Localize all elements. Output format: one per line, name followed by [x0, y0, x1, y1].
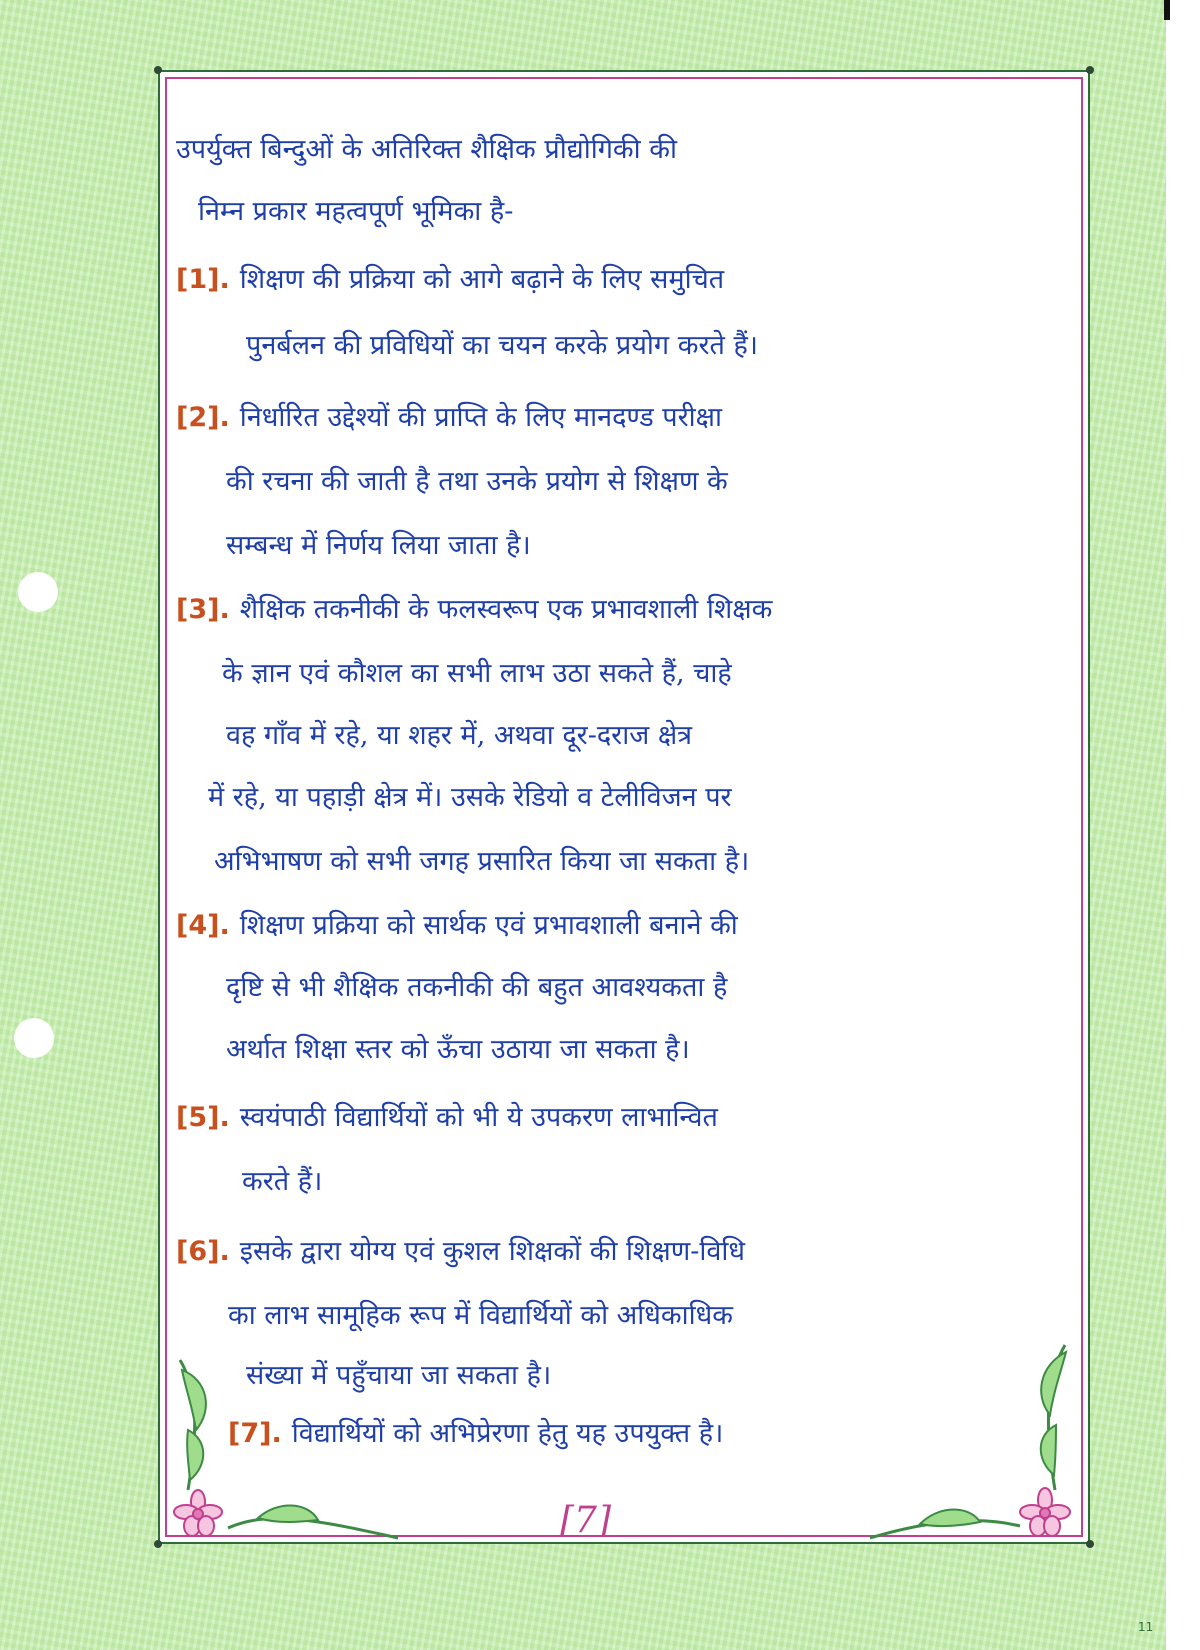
bottom-left-flower-decoration [168, 1480, 418, 1550]
item-text-continued: वह गाँव में रहे, या शहर में, अथवा दूर-दराज क्षेत्र [226, 720, 693, 751]
intro-line-1: उपर्युक्त बिन्दुओं के अतिरिक्त शैक्षिक प्रौद्योगिकी की [176, 134, 677, 165]
item-number: [6]. [176, 1236, 230, 1267]
list-item-7 [228, 1414, 723, 1458]
frame-corner-dot [154, 1540, 162, 1548]
corner-mark [1164, 0, 1170, 20]
punch-hole [14, 1018, 54, 1058]
item-text: इसके द्वारा योग्य एवं कुशल शिक्षकों की शिक्षण-विधि [239, 1236, 745, 1267]
list-item-2 [176, 398, 722, 442]
frame-corner-dot [1086, 1540, 1094, 1548]
item-number: [1]. [176, 264, 230, 295]
list-item-5 [176, 1098, 718, 1142]
item-text-continued: संख्या में पहुँचाया जा सकता है। [246, 1360, 552, 1391]
folio-number: 11 [1138, 1620, 1154, 1634]
frame-corner-dot [154, 66, 162, 74]
item-text-continued: दृष्टि से भी शैक्षिक तकनीकी की बहुत आवश्यकता है [226, 972, 728, 1003]
item-text-continued: के ज्ञान एवं कौशल का सभी लाभ उठा सकते हैं, चाहे [222, 658, 732, 689]
frame-corner-dot [1086, 66, 1094, 74]
right-vine-decoration [1000, 1340, 1080, 1500]
item-text-continued: सम्बन्ध में निर्णय लिया जाता है। [226, 530, 531, 561]
item-number: [5]. [176, 1102, 230, 1133]
item-text: विद्यार्थियों को अभिप्रेरणा हेतु यह उपयुक्त है। [291, 1418, 724, 1449]
item-text: शैक्षिक तकनीकी के फलस्वरूप एक प्रभावशाली शिक्षक [239, 594, 773, 625]
list-item-3 [176, 590, 772, 634]
item-text-continued: में रहे, या पहाड़ी क्षेत्र में। उसके रेडियो व टेलीविजन पर [208, 782, 732, 813]
item-text: शिक्षण की प्रक्रिया को आगे बढ़ाने के लिए समुचित [239, 264, 725, 295]
list-item-1 [176, 260, 724, 304]
intro-line-2: निम्न प्रकार महत्वपूर्ण भूमिका है- [198, 196, 514, 227]
item-text-continued: पुनर्बलन की प्रविधियों का चयन करके प्रयोग करते हैं। [246, 330, 759, 361]
item-text-continued: करते हैं। [242, 1166, 323, 1197]
item-text: शिक्षण प्रक्रिया को सार्थक एवं प्रभावशाली बनाने की [239, 910, 738, 941]
item-text-continued: अर्थात शिक्षा स्तर को ऊँचा उठाया जा सकता है। [226, 1034, 690, 1065]
punch-hole [18, 572, 58, 612]
bottom-right-flower-decoration [860, 1480, 1080, 1550]
item-text-continued: अभिभाषण को सभी जगह प्रसारित किया जा सकता है। [214, 846, 750, 877]
item-text-continued: का लाभ सामूहिक रूप में विद्यार्थियों को अधिकाधिक [228, 1300, 733, 1331]
item-number: [2]. [176, 402, 230, 433]
item-text: स्वयंपाठी विद्यार्थियों को भी ये उपकरण लाभान्वित [239, 1102, 718, 1133]
item-text: निर्धारित उद्देश्यों की प्राप्ति के लिए मानदण्ड परीक्षा [239, 402, 723, 433]
page-number: [7] [560, 1500, 611, 1541]
item-number: [7]. [228, 1418, 282, 1449]
list-item-4 [176, 906, 738, 950]
item-number: [4]. [176, 910, 230, 941]
list-item-6 [176, 1232, 745, 1276]
item-number: [3]. [176, 594, 230, 625]
left-vine-decoration [168, 1350, 258, 1500]
item-text-continued: की रचना की जाती है तथा उनके प्रयोग से शिक्षण के [226, 466, 728, 497]
paper-right-edge [1166, 0, 1200, 1650]
